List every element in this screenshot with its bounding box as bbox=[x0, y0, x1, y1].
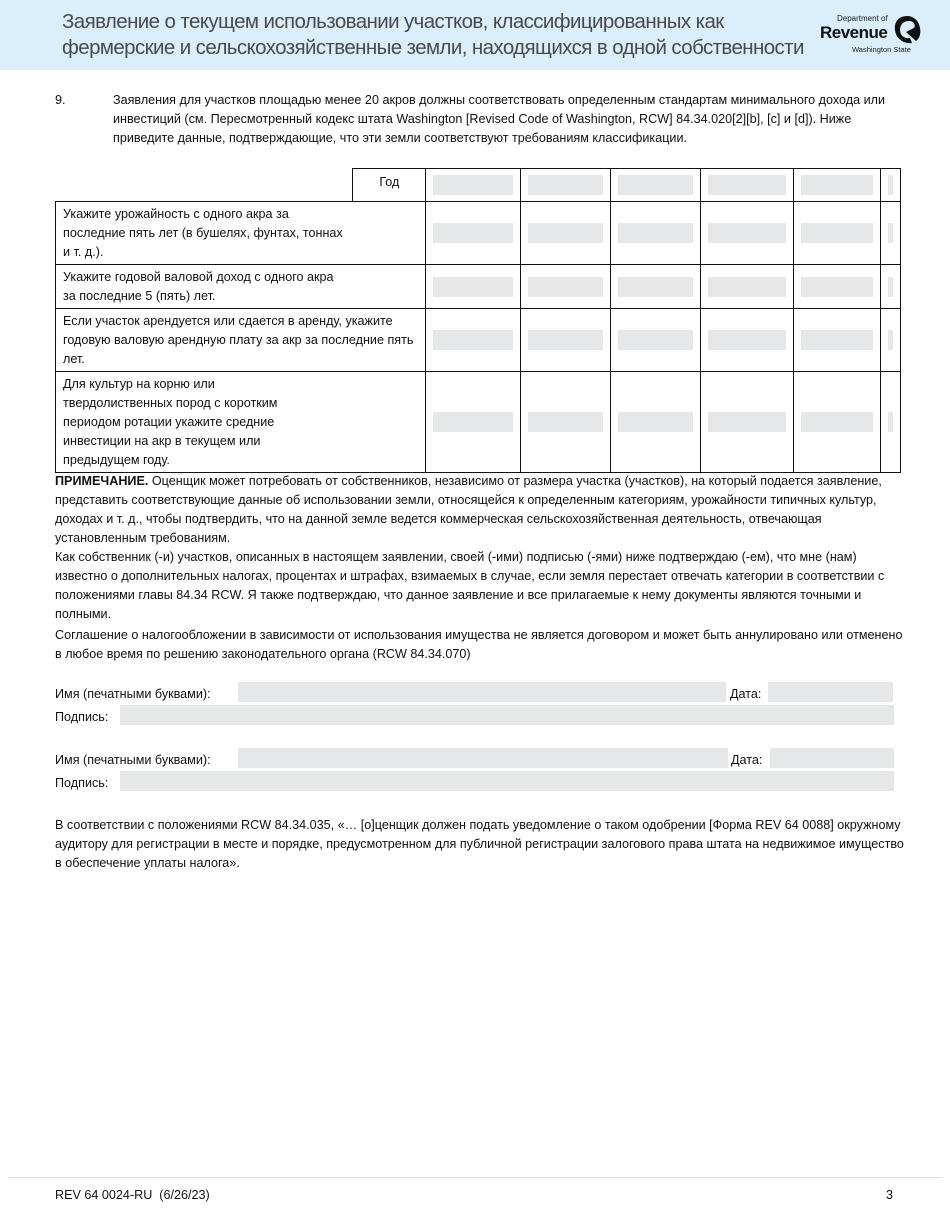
data-field[interactable] bbox=[433, 223, 513, 243]
rcw-paragraph: В соответствии с положениями RCW 84.34.035, «… [о]ценщик должен подать уведомление о таком одобрении [Форма REV 64 0088] окружному аудитору для регистрации в месте и порядке, предусмотренном для публичной регистрации залогового права штата на недвижимое имущество в обеспечение уплаты налога». bbox=[55, 818, 904, 870]
data-field[interactable] bbox=[888, 277, 893, 297]
data-field[interactable] bbox=[618, 277, 693, 297]
row-label: Если участок арендуется или сдается в аренду, укажите годовую валовую арендную плату за акр за последние пять лет. bbox=[63, 314, 414, 366]
year-field[interactable] bbox=[618, 175, 693, 195]
year-field[interactable] bbox=[888, 175, 893, 195]
date-field-1[interactable] bbox=[768, 682, 893, 702]
table-row bbox=[56, 265, 901, 309]
name-label-1: Имя (печатными буквами): bbox=[55, 687, 211, 701]
page-number: 3 bbox=[886, 1188, 894, 1202]
agreement-paragraph: Соглашение о налогообложении в зависимости от использования имущества не является договором и может быть аннулировано или отменено в любое время по решению законодательного органа (RCW 84.34.070) bbox=[55, 628, 903, 661]
data-field[interactable] bbox=[528, 330, 603, 350]
data-field[interactable] bbox=[618, 330, 693, 350]
year-field[interactable] bbox=[708, 175, 786, 195]
owner-statement: Как собственник (-и) участков, описанных в настоящем заявлении, своей (-ими) подписью (-ями) ниже подтверждаю (-ем), что мне (нам) известно о дополнительных налогах, процентах и штрафах, взимаемых в случае, если земля перестает отвечать категории в соответствии с положениями главы 84.34 RCW. Я также подтверждаю, что данное заявление и все прилагаемые к нему документы являются точными и полными. bbox=[55, 550, 885, 621]
footer-divider bbox=[8, 1177, 942, 1178]
data-field[interactable] bbox=[618, 412, 693, 432]
data-field[interactable] bbox=[708, 223, 786, 243]
data-field[interactable] bbox=[528, 277, 603, 297]
table-row bbox=[56, 309, 901, 372]
document-title: Заявление о текущем использовании участков, классифицированных как фермерские и сельскохозяйственные земли, находящихся в одной собственности bbox=[62, 10, 804, 59]
row-label: Укажите годовой валовой доход с одного акра за последние 5 (пять) лет. bbox=[63, 270, 334, 303]
data-field[interactable] bbox=[801, 412, 873, 432]
data-field[interactable] bbox=[433, 330, 513, 350]
data-field[interactable] bbox=[433, 412, 513, 432]
year-label: Год bbox=[353, 169, 426, 202]
data-field[interactable] bbox=[618, 223, 693, 243]
year-field[interactable] bbox=[801, 175, 873, 195]
signature-field-1[interactable] bbox=[120, 705, 894, 725]
data-field[interactable] bbox=[433, 277, 513, 297]
dor-logo: Department of Revenue Washington State bbox=[820, 12, 930, 62]
date-field-2[interactable] bbox=[770, 748, 894, 768]
data-field[interactable] bbox=[801, 330, 873, 350]
data-field[interactable] bbox=[888, 223, 893, 243]
date-label-2: Дата: bbox=[731, 753, 763, 767]
row-label: Укажите урожайность с одного акра за последние пять лет (в бушелях, фунтах, тоннах и т. д.). bbox=[63, 207, 343, 259]
data-field[interactable] bbox=[708, 277, 786, 297]
name-field-2[interactable] bbox=[238, 748, 728, 768]
data-field[interactable] bbox=[528, 223, 603, 243]
name-label-2: Имя (печатными буквами): bbox=[55, 753, 211, 767]
row-label: Для культур на корню или твердолиственных пород с коротким периодом ротации укажите средние инвестиции на акр в текущем или предыдущем году. bbox=[63, 377, 278, 467]
signature-label-1: Подпись: bbox=[55, 710, 109, 724]
data-field[interactable] bbox=[888, 330, 893, 350]
signature-field-2[interactable] bbox=[120, 771, 894, 791]
name-field-1[interactable] bbox=[238, 682, 726, 702]
date-label-1: Дата: bbox=[730, 687, 762, 701]
year-field[interactable] bbox=[433, 175, 513, 195]
page-header bbox=[0, 0, 950, 70]
data-field[interactable] bbox=[801, 277, 873, 297]
signature-label-2: Подпись: bbox=[55, 776, 109, 790]
table-row bbox=[56, 372, 901, 473]
item-9-text: Заявления для участков площадью менее 20 акров должны соответствовать определенным стандартам минимального дохода или инвестиций (см. Пересмотренный кодекс штата Washington [Revised Code of Washington, RCW] 84.34.020[2][b], [c] и [d]). Ниже приведите данные, подтверждающие, что эти земли соответствуют требованиям классификации. bbox=[113, 93, 886, 145]
note-paragraph: ПРИМЕЧАНИЕ. Оценщик может потребовать от собственников, независимо от размера участка (участков), на который подается заявление, представить соответствующие данные об использовании земли, относящейся к определенным категориям, урожайности типичных культур, доходах и т. д., чтобы подтвердить, что на данной земле ведется коммерческая сельскохозяйственная деятельность, отвечающая установленным требованиям. Как собственник (-и) участков, описанных в настоящем заявлении, своей (-ими) подписью (-ями) ниже подтверждаю (-ем), что мне (нам) известно о дополнительных налогах, процентах и штрафах, взимаемых в случае, если земля перестает отвечать категории в соответствии с положениями главы 84.34 RCW. Я также подтверждаю, что данное заявление и все прилагаемые к нему документы являются точными и полными. bbox=[55, 472, 905, 624]
data-field[interactable] bbox=[801, 223, 873, 243]
item-number: 9. bbox=[55, 93, 66, 107]
data-field[interactable] bbox=[888, 412, 893, 432]
income-table bbox=[55, 168, 901, 473]
year-field[interactable] bbox=[528, 175, 603, 195]
form-id: REV 64 0024-RU (6/26/23) bbox=[55, 1188, 210, 1202]
data-field[interactable] bbox=[708, 412, 786, 432]
table-row bbox=[56, 202, 901, 265]
data-field[interactable] bbox=[708, 330, 786, 350]
data-field[interactable] bbox=[528, 412, 603, 432]
